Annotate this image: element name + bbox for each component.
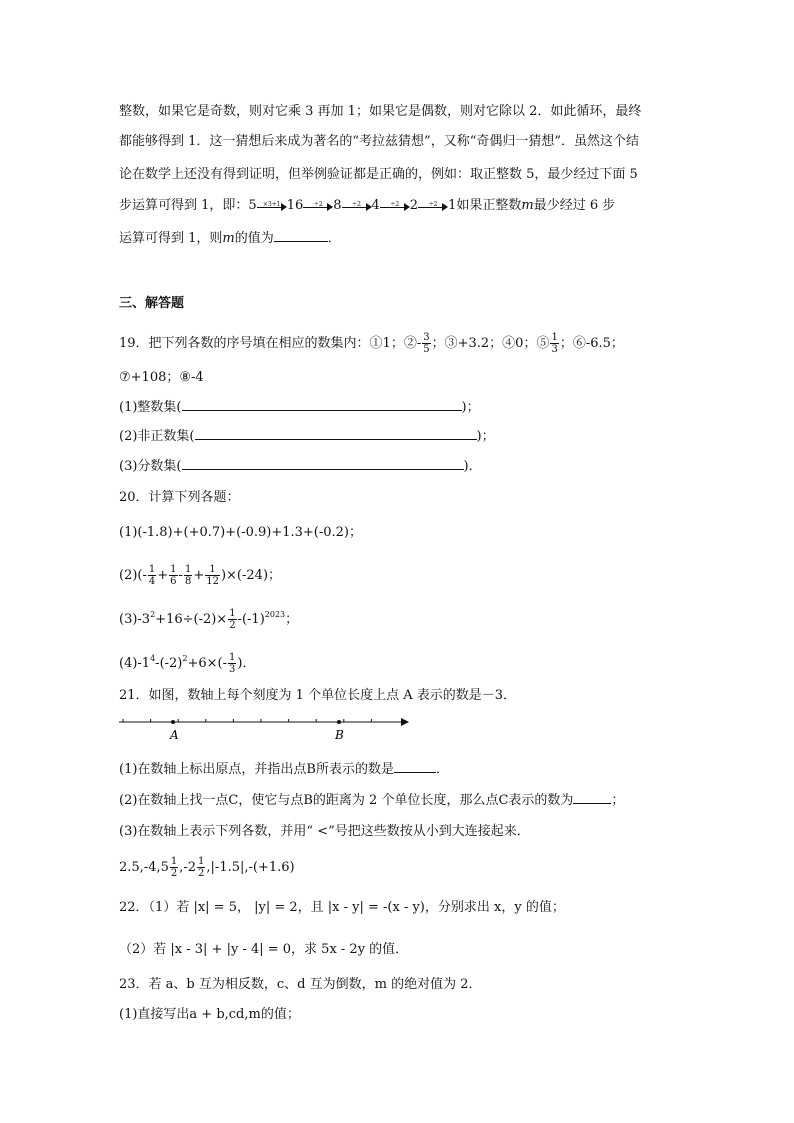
- arrow-icon: [380, 200, 410, 212]
- q20-part-2: [119, 564, 281, 587]
- set-label: (1)整数集(: [119, 400, 182, 415]
- answer-blank[interactable]: [182, 457, 464, 470]
- q18-period: ．: [327, 231, 341, 246]
- set-end: )；: [476, 429, 495, 444]
- q19-item: ；③+3.2；④0；⑤: [431, 336, 550, 351]
- q20-p4-pre: (4)-1: [119, 656, 151, 671]
- q21-p2-end: ；: [611, 793, 625, 808]
- answer-blank[interactable]: [195, 427, 477, 440]
- operator: +: [193, 568, 205, 583]
- var-m: m: [222, 231, 235, 246]
- q20-p2-pre: (2)(-: [119, 568, 147, 583]
- fraction: $\frac{3}{5}$: [423, 332, 430, 355]
- fraction: $\frac{1}{12}$: [206, 564, 219, 587]
- q19-item: ；⑥-6.5；: [559, 336, 624, 351]
- q20-p2-post: )×(-24)；: [220, 568, 282, 583]
- chain-value: 2: [409, 198, 419, 213]
- q20-stem: 20．计算下列各题：: [119, 490, 240, 505]
- q18-line-3: 论在数学上还没有得到证明，但举例验证都是正确的，例如：取正整数 5，最少经过下面 5: [119, 167, 638, 182]
- section-title: 三、解答题: [119, 296, 185, 311]
- q18-line-5-end: 的值为: [234, 231, 274, 246]
- op-label: ÷2: [313, 200, 323, 208]
- q19-stem-text: 19．把下列各数的序号填在相应的数集内：: [119, 336, 370, 351]
- q19-item: ②-: [403, 336, 422, 351]
- arrowhead-icon: [401, 718, 409, 726]
- set-label: (3)分数集(: [119, 459, 182, 474]
- point-a-label: A: [170, 728, 179, 742]
- arrow-icon: [342, 200, 372, 212]
- q20-p3-mid2: -(-1): [237, 612, 265, 627]
- q21-p1-end: ．: [435, 762, 449, 777]
- operator: -: [178, 568, 183, 583]
- answer-blank[interactable]: [394, 760, 436, 773]
- point-a-dot: [171, 720, 175, 724]
- q21-part-2: [119, 791, 624, 810]
- q21-p2-text: (2)在数轴上找一点C，使它与点B的距离为 2 个单位长度，那么点C表示的数为: [119, 793, 574, 808]
- arrow-icon: [418, 200, 448, 212]
- q20-p3-pre: (3)-3: [119, 612, 151, 627]
- q19-line-2: ⑦+108；⑧-4: [119, 370, 204, 385]
- answer-blank[interactable]: [573, 791, 611, 804]
- q23-stem: 23．若 a、b 互为相反数，c、d 互为倒数，m 的绝对值为 2．: [119, 977, 482, 992]
- fraction: $\frac{1}{3}$: [229, 652, 236, 675]
- op-label: ×3+1: [262, 200, 281, 208]
- chain-value: 16: [286, 198, 304, 213]
- q21-nums-post: ,|-1.5|,-(+1.6): [206, 860, 295, 875]
- q18-line-5: [119, 229, 341, 248]
- chain-value: 8: [333, 198, 342, 213]
- op-label: ÷2: [352, 200, 361, 208]
- q21-p1-text: (1)在数轴上标出原点，并指出点B所表示的数是: [119, 762, 394, 777]
- q20-p3-mid: +16÷(-2)×: [155, 612, 228, 627]
- q20-p4-end: )．: [237, 656, 256, 671]
- fraction: $\frac{1}{8}$: [184, 564, 192, 587]
- set-end: )；: [461, 400, 480, 415]
- point-b-dot: [337, 720, 341, 724]
- q22-part-1: 22．（1）若 |x| = 5， |y| = 2，且 |x - y| = -(x - y)，分别求出 x，y 的值；: [119, 900, 565, 915]
- chain-value: 5: [248, 198, 257, 213]
- q20-part-1: (1)(-1.8)+(+0.7)+(-0.9)+1.3+(-0.2)；: [119, 525, 363, 540]
- answer-blank[interactable]: [182, 398, 462, 411]
- q20-p4-mid2: +6×(-: [187, 656, 227, 671]
- q21-numbers: [119, 856, 295, 879]
- q19-item: ①1；: [369, 336, 404, 351]
- fraction: $\frac{1}{3}$: [551, 332, 558, 355]
- q21-nums-pre: 2.5,-4,5: [119, 860, 169, 875]
- q20-part-4: [119, 650, 255, 675]
- q19-stem: [119, 332, 624, 355]
- q19-set-integers: [119, 398, 480, 417]
- q21-nums-mid: ,-2: [179, 860, 197, 875]
- q20-p4-mid: -(-2): [155, 656, 183, 671]
- arrow-icon: [303, 200, 333, 212]
- chain-value: 4: [371, 198, 380, 213]
- op-label: ÷2: [428, 200, 438, 208]
- fraction: $\frac{1}{2}$: [170, 856, 178, 879]
- q18-line-2: 都能够得到 1．这一猜想后来成为著名的“考拉兹猜想”，又称“奇偶归一猜想”．虽然这个结: [119, 134, 639, 149]
- set-end: )．: [463, 459, 482, 474]
- q20-part-3: [119, 606, 298, 631]
- q22-part-2: （2）若 |x - 3| + |y - 4| = 0，求 5x - 2y 的值．: [119, 942, 409, 957]
- q21-stem: 21．如图，数轴上每个刻度为 1 个单位长度上点 A 表示的数是－3．: [119, 688, 517, 703]
- q21-part-1: [119, 760, 449, 779]
- fraction: $\frac{1}{2}$: [229, 608, 236, 631]
- q18-line-4-suffix2: 最少经过 6 步: [533, 198, 616, 213]
- q18-line-5-text: 运算可得到 1，则: [119, 231, 223, 246]
- q18-line-4-suffix: 如果正整数: [456, 198, 522, 213]
- fraction: $\frac{1}{6}$: [170, 564, 177, 587]
- q19-set-nonpositive: [119, 427, 495, 446]
- q23-part-1: (1)直接写出a + b,cd,m的值；: [119, 1007, 300, 1022]
- q18-line-1: 整数，如果它是奇数，则对它乘 3 再加 1；如果它是偶数，则对它除以 2．如此循环，最终: [119, 104, 642, 119]
- number-line: [117, 712, 417, 744]
- exponent: 2023: [264, 610, 286, 619]
- exponent: 2: [150, 610, 156, 619]
- operator: +: [157, 568, 169, 583]
- point-b-label: B: [335, 728, 344, 742]
- set-label: (2)非正数集(: [119, 429, 195, 444]
- fraction: $\frac{1}{4}$: [148, 564, 156, 587]
- q20-p3-end: ；: [285, 612, 299, 627]
- q21-part-3: (3)在数轴上表示下列各数，并用“ <”号把这些数按从小到大连接起来．: [119, 824, 530, 839]
- exponent: 2: [182, 654, 188, 663]
- arrow-icon: [257, 200, 287, 212]
- q18-line-4: [119, 197, 615, 215]
- op-label: ÷2: [390, 200, 400, 208]
- var-m: m: [521, 198, 534, 213]
- q19-set-fractions: [119, 457, 482, 476]
- q18-line-4-prefix: 步运算可得到 1，即：: [119, 198, 249, 213]
- exponent: 4: [150, 654, 156, 663]
- chain-value: 1: [448, 198, 457, 213]
- answer-blank[interactable]: [274, 229, 328, 242]
- fraction: $\frac{1}{2}$: [198, 856, 205, 879]
